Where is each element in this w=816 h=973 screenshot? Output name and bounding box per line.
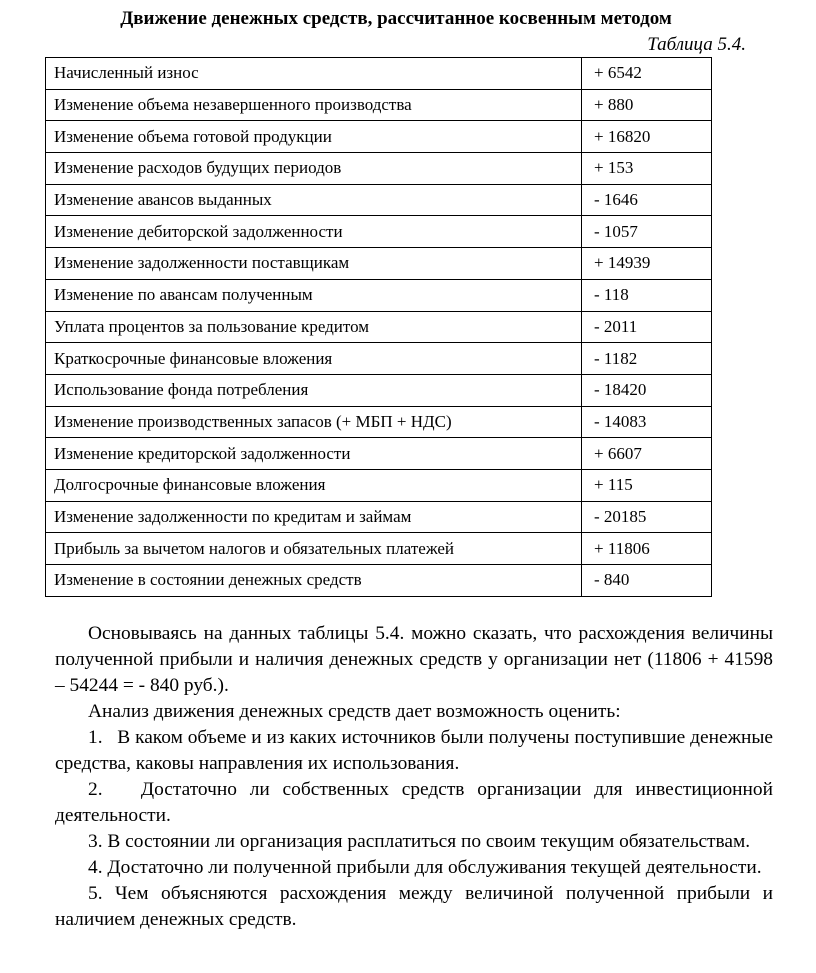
row-label: Изменение задолженности по кредитам и займам: [46, 501, 582, 533]
row-label: Изменение задолженности поставщикам: [46, 248, 582, 280]
paragraph-intro: Анализ движения денежных средств дает возможность оценить:: [88, 701, 621, 722]
row-label: Уплата процентов за пользование кредитом: [46, 311, 582, 343]
table-row: [46, 184, 712, 216]
table-row: [46, 406, 712, 438]
list-item: 5. Чем объясняются расхождения между величиной полученной прибыли и наличием денежных средств.: [55, 883, 773, 930]
body-text: [55, 621, 773, 933]
table-row: [46, 469, 712, 501]
list-item: 3. В состоянии ли организация расплатиться по своим текущим обязательствам.: [88, 831, 751, 852]
row-label: Начисленный износ: [46, 58, 582, 90]
list-item: 2. Достаточно ли собственных средств организации для инвестиционной деятельности.: [55, 779, 773, 826]
row-value: + 880: [582, 89, 712, 121]
cash-flow-table: [45, 57, 712, 597]
table-row: [46, 501, 712, 533]
table-row: [46, 311, 712, 343]
table-row: [46, 565, 712, 597]
row-label: Изменение в состоянии денежных средств: [46, 565, 582, 597]
list-item: 4. Достаточно ли полученной прибыли для обслуживания текущей деятельности.: [88, 857, 762, 878]
row-label: Изменение расходов будущих периодов: [46, 153, 582, 185]
row-value: - 2011: [582, 311, 712, 343]
table-row: [46, 279, 712, 311]
table-caption: Таблица 5.4.: [647, 34, 746, 55]
row-value: + 14939: [582, 248, 712, 280]
row-value: + 6607: [582, 438, 712, 470]
row-value: - 20185: [582, 501, 712, 533]
row-value: + 153: [582, 153, 712, 185]
row-label: Прибыль за вычетом налогов и обязательных платежей: [46, 533, 582, 565]
row-value: - 840: [582, 565, 712, 597]
row-value: - 118: [582, 279, 712, 311]
row-value: + 16820: [582, 121, 712, 153]
row-value: + 115: [582, 469, 712, 501]
table-row: [46, 533, 712, 565]
table-row: [46, 121, 712, 153]
paragraph-conclusion: Основываясь на данных таблицы 5.4. можно сказать, что расхождения величины полученной прибыли и наличия денежных средств у организации нет (11806 + 41598 – 54244 = - 840 руб.).: [55, 623, 773, 696]
row-label: Краткосрочные финансовые вложения: [46, 343, 582, 375]
list-item: 1. В каком объеме и из каких источников были получены поступившие денежные средства, каковы направления их использования.: [55, 727, 773, 774]
table-row: [46, 89, 712, 121]
row-label: Использование фонда потребления: [46, 374, 582, 406]
row-label: Изменение объема готовой продукции: [46, 121, 582, 153]
row-label: Изменение кредиторской задолженности: [46, 438, 582, 470]
row-value: - 1182: [582, 343, 712, 375]
row-value: - 1646: [582, 184, 712, 216]
table-row: [46, 58, 712, 90]
row-value: - 1057: [582, 216, 712, 248]
row-label: Изменение по авансам полученным: [46, 279, 582, 311]
table-row: [46, 153, 712, 185]
row-value: + 11806: [582, 533, 712, 565]
table-row: [46, 374, 712, 406]
row-label: Долгосрочные финансовые вложения: [46, 469, 582, 501]
table-row: [46, 343, 712, 375]
row-label: Изменение авансов выданных: [46, 184, 582, 216]
row-label: Изменение производственных запасов (+ МБП + НДС): [46, 406, 582, 438]
table-row: [46, 216, 712, 248]
row-value: + 6542: [582, 58, 712, 90]
table-row: [46, 438, 712, 470]
row-value: - 18420: [582, 374, 712, 406]
table-row: [46, 248, 712, 280]
page-title: Движение денежных средств, рассчитанное косвенным методом: [120, 8, 672, 29]
row-value: - 14083: [582, 406, 712, 438]
row-label: Изменение объема незавершенного производства: [46, 89, 582, 121]
row-label: Изменение дебиторской задолженности: [46, 216, 582, 248]
